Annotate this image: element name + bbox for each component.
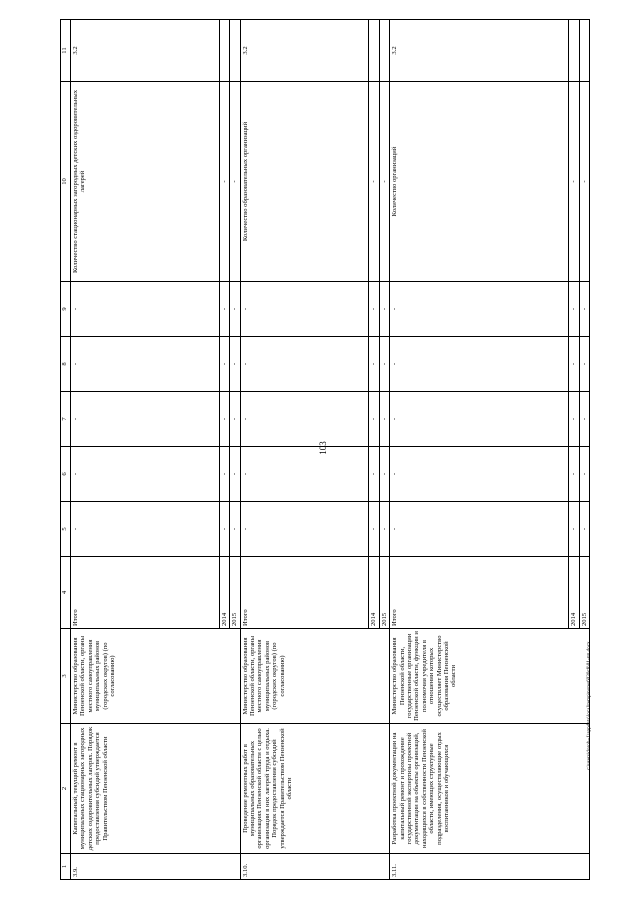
value-cell: - <box>569 502 579 557</box>
activity-name: Разработка проектной документации на капитальный ремонт и прохождение государственной экспертизы проектной документации на объекты организаций, находящихся в собственности Пензенской области, имеющих структурные подразделения, осуществляющие отдых воспитанников и обучающихся <box>390 724 590 854</box>
value-cell: - <box>390 502 569 557</box>
table-row <box>390 20 569 880</box>
link-cell: 3.2 <box>240 20 369 82</box>
value-cell: - <box>230 392 240 447</box>
header-cell: 5 <box>61 502 71 557</box>
header-cell: 3 <box>61 629 71 724</box>
value-cell: - <box>390 447 569 502</box>
value-cell: - <box>390 282 569 337</box>
period-label: 2014 <box>369 557 379 629</box>
value-cell: - <box>71 447 220 502</box>
period-label: 2014 <box>219 557 229 629</box>
value-cell: - <box>579 392 590 447</box>
period-label: Итого <box>71 557 220 629</box>
header-row <box>61 20 71 880</box>
value-cell: - <box>240 337 369 392</box>
indicator-cell: - <box>569 82 579 282</box>
link-cell <box>369 20 379 82</box>
indicator-cell: Количество образовательных организаций <box>240 82 369 282</box>
period-label: 2014 <box>569 557 579 629</box>
value-cell: - <box>579 337 590 392</box>
header-cell: 7 <box>61 392 71 447</box>
period-label: 2015 <box>230 557 240 629</box>
period-label: 2015 <box>379 557 389 629</box>
value-cell: - <box>379 502 389 557</box>
indicator-cell: - <box>230 82 240 282</box>
value-cell: - <box>379 337 389 392</box>
executor: Министерство образования Пензенской области, органы местного самоуправления муниципальных районов (городских округов) (по согласованию) <box>71 629 241 724</box>
row-number: 3.11. <box>390 854 590 880</box>
header-cell: 8 <box>61 337 71 392</box>
link-cell <box>219 20 229 82</box>
link-cell <box>579 20 590 82</box>
value-cell: - <box>240 392 369 447</box>
indicator-cell: - <box>379 82 389 282</box>
link-cell <box>379 20 389 82</box>
value-cell: - <box>369 282 379 337</box>
indicator-cell: - <box>369 82 379 282</box>
value-cell: - <box>219 392 229 447</box>
value-cell: - <box>71 502 220 557</box>
period-label: 2015 <box>579 557 590 629</box>
link-cell <box>230 20 240 82</box>
header-cell: 10 <box>61 82 71 282</box>
value-cell: - <box>219 502 229 557</box>
value-cell: - <box>379 282 389 337</box>
activity-name: Проведение ремонтных работ в муниципальных образовательных организациях Пензенской области с целью организации в них лагерей труда и отдыха. Порядок предоставления субсидий утверждается Правительством Пензенской области <box>240 724 390 854</box>
executor: Министерство образования Пензенской области, государственные организации Пензенской области, функции и полномочия учредителя в отношении которых осуществляет Министерство образования Пензенской области <box>390 629 590 724</box>
footer-file-path: c:\users\dorob~1\appdata\local\temp\notes6030c8\01-пп.docx <box>586 641 592 770</box>
value-cell: - <box>219 282 229 337</box>
header-cell: 2 <box>61 724 71 854</box>
header-cell: 9 <box>61 282 71 337</box>
indicator-cell: - <box>219 82 229 282</box>
table-row <box>71 20 220 880</box>
link-cell <box>569 20 579 82</box>
header-cell: 11 <box>61 20 71 82</box>
value-cell: - <box>240 502 369 557</box>
indicator-cell: Количество организаций <box>390 82 569 282</box>
value-cell: - <box>71 282 220 337</box>
value-cell: - <box>379 392 389 447</box>
executor: Министерство образования Пензенской области, органы местного самоуправления муниципальных районов (городских округов) (по согласованию) <box>240 629 390 724</box>
rotated-table <box>60 20 590 880</box>
table-row <box>240 20 369 880</box>
value-cell: - <box>219 337 229 392</box>
value-cell: - <box>219 447 229 502</box>
value-cell: - <box>569 282 579 337</box>
value-cell: - <box>369 392 379 447</box>
page-number: 103 <box>317 441 328 455</box>
value-cell: - <box>579 447 590 502</box>
value-cell: - <box>240 447 369 502</box>
header-cell: 6 <box>61 447 71 502</box>
value-cell: - <box>240 282 369 337</box>
period-label: Итого <box>240 557 369 629</box>
value-cell: - <box>71 392 220 447</box>
value-cell: - <box>230 447 240 502</box>
value-cell: - <box>230 282 240 337</box>
value-cell: - <box>579 282 590 337</box>
activity-name: Капитальный, текущий ремонт в муниципальных стационарных загородных детских оздоровительных лагерях. Порядок предоставления субсидий утверждается Правительством Пензенской области <box>71 724 241 854</box>
value-cell: - <box>369 447 379 502</box>
value-cell: - <box>379 447 389 502</box>
value-cell: - <box>390 392 569 447</box>
value-cell: - <box>569 337 579 392</box>
header-cell: 4 <box>61 557 71 629</box>
value-cell: - <box>230 502 240 557</box>
indicator-cell: Количество стационарных загородных детских оздоровительных лагерей <box>71 82 220 282</box>
value-cell: - <box>369 337 379 392</box>
row-number: 3.10. <box>240 854 390 880</box>
row-number: 3.9. <box>71 854 241 880</box>
header-cell: 1 <box>61 854 71 880</box>
value-cell: - <box>369 502 379 557</box>
link-cell: 3.2 <box>71 20 220 82</box>
value-cell: - <box>390 337 569 392</box>
indicator-cell: - <box>579 82 590 282</box>
link-cell: 3.2 <box>390 20 569 82</box>
value-cell: - <box>71 337 220 392</box>
program-table <box>60 19 590 880</box>
period-label: Итого <box>390 557 569 629</box>
value-cell: - <box>230 337 240 392</box>
value-cell: - <box>579 502 590 557</box>
value-cell: - <box>569 447 579 502</box>
value-cell: - <box>569 392 579 447</box>
